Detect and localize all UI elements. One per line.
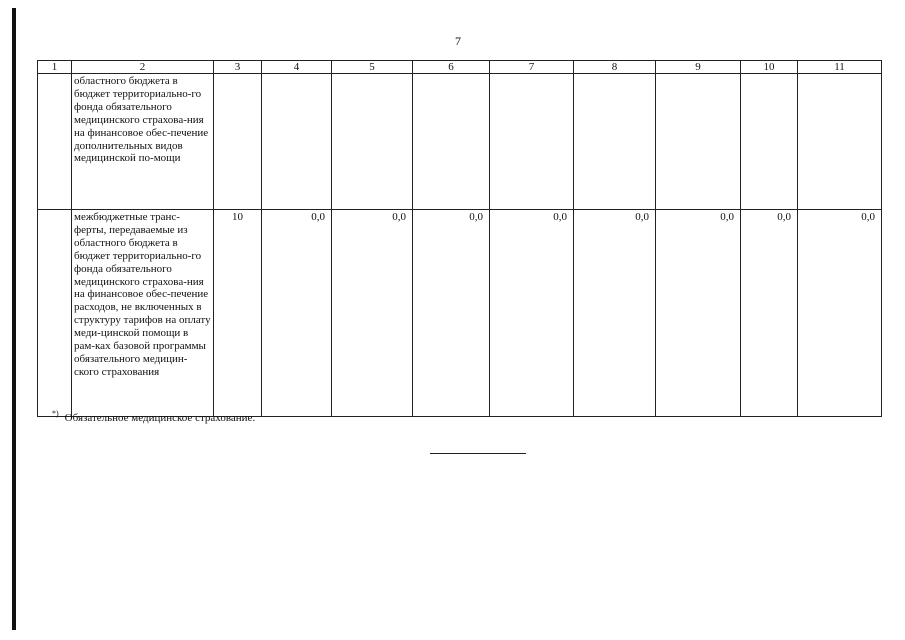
value-cell: 0,0 (741, 210, 798, 417)
value-cell: 0,0 (798, 210, 882, 417)
end-of-document-line (430, 453, 526, 454)
row-code (214, 74, 262, 210)
row-description: межбюджетные транс-ферты, передаваемые из областного бюджета в бюджет территориально-го фонда обязательного медицинского страхова-ния на финансовое обес-печение расходов, не включенных в структуру тарифов на оплату меди-цинской помощи в рам-ках базовой программы обязательного медицин-ского страхования (72, 210, 214, 417)
left-margin-bar (12, 8, 16, 630)
table-row (38, 74, 882, 210)
value-cell (741, 74, 798, 210)
value-cell: 0,0 (413, 210, 490, 417)
value-cell: 0,0 (574, 210, 656, 417)
column-header: 3 (214, 61, 262, 74)
value-cell (574, 74, 656, 210)
footnote (52, 410, 255, 425)
row-index-cell (38, 210, 72, 417)
column-header: 7 (490, 61, 574, 74)
value-cell: 0,0 (656, 210, 741, 417)
footnote-mark: *) (52, 409, 59, 418)
column-header: 1 (38, 61, 72, 74)
value-cell (490, 74, 574, 210)
column-header: 9 (656, 61, 741, 74)
value-cell (656, 74, 741, 210)
table-row (38, 210, 882, 417)
row-code: 10 (214, 210, 262, 417)
column-header: 11 (798, 61, 882, 74)
row-index-cell (38, 74, 72, 210)
value-cell (413, 74, 490, 210)
value-cell (798, 74, 882, 210)
value-cell (262, 74, 332, 210)
budget-table (37, 60, 882, 417)
column-header: 4 (262, 61, 332, 74)
table-header-row (38, 61, 882, 74)
column-header: 10 (741, 61, 798, 74)
column-header: 6 (413, 61, 490, 74)
column-header: 8 (574, 61, 656, 74)
page-number: 7 (455, 34, 461, 48)
column-header: 5 (332, 61, 413, 74)
value-cell (332, 74, 413, 210)
value-cell: 0,0 (490, 210, 574, 417)
value-cell: 0,0 (332, 210, 413, 417)
column-header: 2 (72, 61, 214, 74)
row-description: областного бюджета в бюджет территориально-го фонда обязательного медицинского страхова-ния на финансовое обес-печение дополнительных видов медицинской по-мощи (72, 74, 214, 210)
footnote-text: Обязательное медицинское страхование. (64, 411, 256, 424)
value-cell: 0,0 (262, 210, 332, 417)
